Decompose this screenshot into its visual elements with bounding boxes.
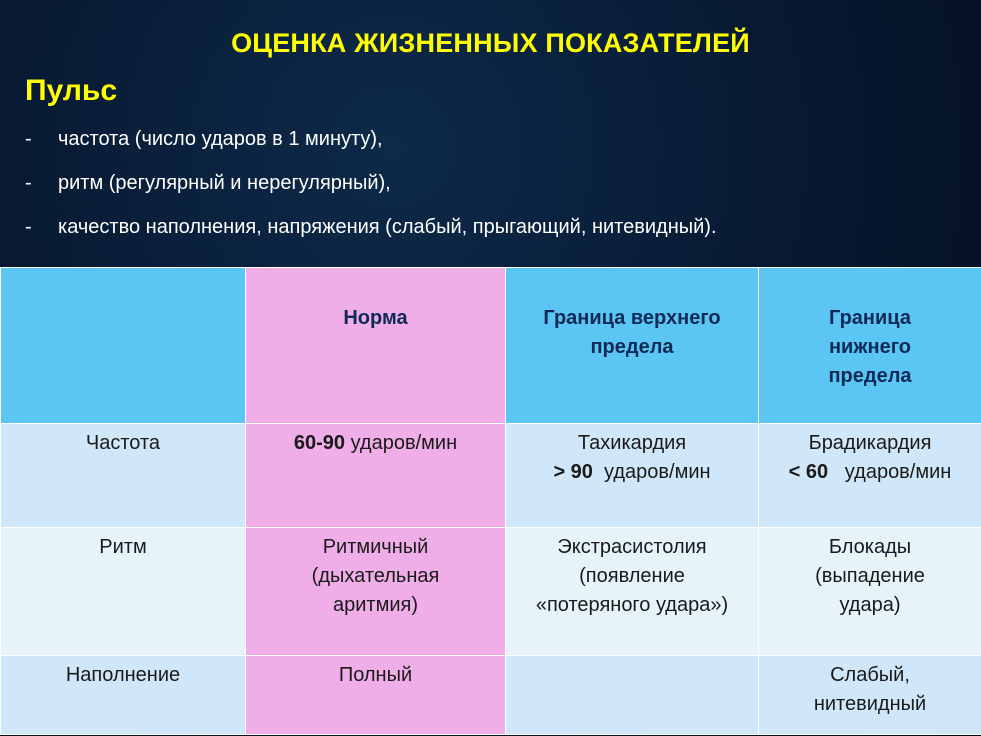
cell-upper bbox=[506, 424, 759, 528]
cell-upper bbox=[506, 528, 759, 656]
cell-line: аритмия) bbox=[333, 594, 418, 616]
cell-lower bbox=[759, 656, 981, 735]
bullet-marker: - bbox=[25, 172, 32, 194]
bullet-marker: - bbox=[25, 216, 32, 238]
norm-value: 60-90 bbox=[293, 432, 346, 454]
header-lower-limit bbox=[759, 268, 981, 424]
section-title: Пульс bbox=[25, 74, 118, 107]
header-lower-line: нижнего bbox=[828, 336, 912, 358]
slide-title: ОЦЕНКА ЖИЗНЕННЫХ ПОКАЗАТЕЛЕЙ bbox=[231, 28, 750, 58]
cell-line: Слабый, bbox=[830, 664, 910, 686]
upper-name: Тахикардия bbox=[577, 432, 687, 454]
cell-line: Экстрасистолия bbox=[557, 536, 707, 558]
cell-lower bbox=[759, 424, 981, 528]
bullet-text: ритм (регулярный и нерегулярный), bbox=[58, 172, 391, 194]
row-label: Частота bbox=[1, 424, 246, 528]
cell-norm bbox=[246, 528, 506, 656]
table-row-rate bbox=[1, 424, 981, 528]
table-row-filling bbox=[1, 656, 981, 735]
cell-line: (дыхательная bbox=[311, 565, 440, 587]
cell-line: «потеряного удара») bbox=[535, 594, 729, 616]
header-lower-line: Граница bbox=[829, 307, 911, 329]
table-row-rhythm bbox=[1, 528, 981, 656]
cell-line: (выпадение bbox=[815, 565, 925, 587]
bullet-text: качество наполнения, напряжения (слабый, прыгающий, нитевидный). bbox=[58, 216, 717, 238]
bullet-text: частота (число ударов в 1 минуту), bbox=[58, 128, 383, 150]
cell-lower bbox=[759, 528, 981, 656]
header-norm: Норма bbox=[246, 268, 506, 424]
lower-value: < 60 bbox=[788, 461, 829, 483]
lower-unit: ударов/мин bbox=[828, 461, 952, 483]
cell-norm: Полный bbox=[246, 656, 506, 735]
upper-line bbox=[510, 458, 754, 487]
header-upper-limit: Граница верхнего предела bbox=[506, 268, 759, 424]
bullet-item bbox=[25, 172, 717, 216]
cell-line: удара) bbox=[839, 594, 901, 616]
bullet-marker: - bbox=[25, 128, 32, 150]
row-label: Наполнение bbox=[1, 656, 246, 735]
cell-line: нитевидный bbox=[813, 693, 927, 715]
table-header-row bbox=[1, 268, 981, 424]
bullet-item bbox=[25, 128, 717, 172]
norm-unit: ударов/мин bbox=[345, 432, 458, 454]
cell-line: Блокады bbox=[828, 536, 912, 558]
cell-line: (появление bbox=[579, 565, 685, 587]
upper-unit: ударов/мин bbox=[592, 461, 711, 483]
cell-line: Ритмичный bbox=[322, 536, 429, 558]
upper-value: > 90 bbox=[553, 461, 593, 483]
lower-name: Брадикардия bbox=[808, 432, 932, 454]
row-label: Ритм bbox=[1, 528, 246, 656]
cell-norm bbox=[246, 424, 506, 528]
lower-line bbox=[763, 458, 977, 487]
bullet-item bbox=[25, 216, 717, 260]
header-lower-line: предела bbox=[828, 365, 912, 387]
bullet-list bbox=[25, 128, 717, 260]
pulse-table bbox=[0, 267, 981, 735]
cell-upper bbox=[506, 656, 759, 735]
header-empty-cell bbox=[1, 268, 246, 424]
